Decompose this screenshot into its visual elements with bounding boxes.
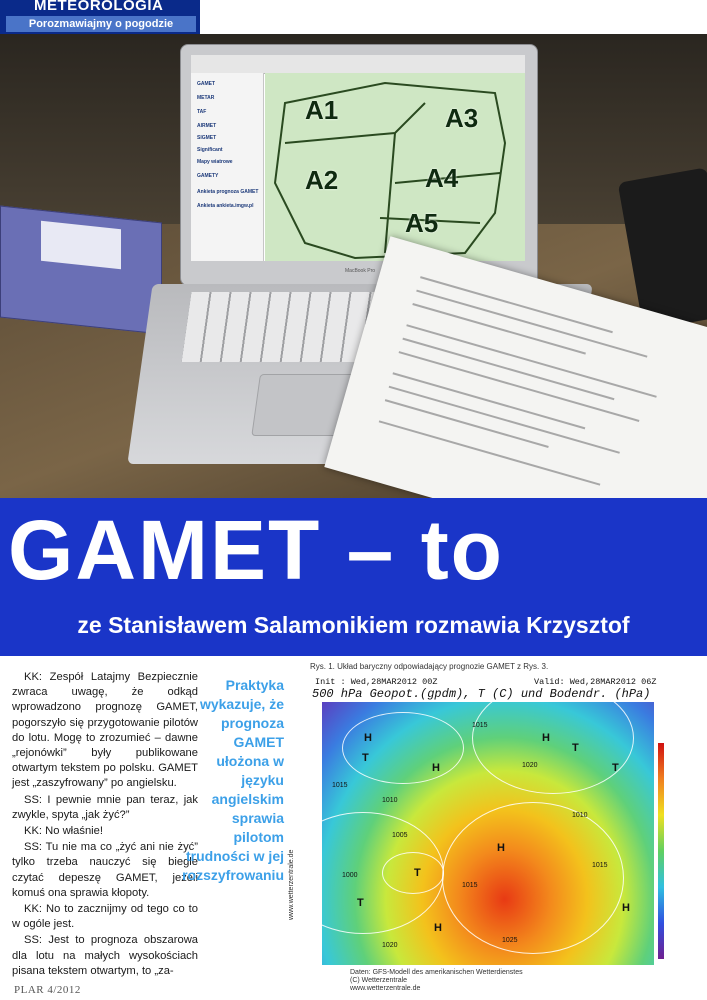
interview-paragraph — [12, 933, 198, 979]
isobar-value: 1005 — [392, 832, 408, 839]
screen-menu-item: Ankieta prognoza GAMET — [197, 189, 259, 195]
section-subtitle: Porozmawiajmy o pogodzie — [6, 16, 196, 32]
screen-menu-item: Mapy wiatrowe — [197, 159, 233, 165]
speaker: KK: — [24, 903, 43, 916]
pressure-label: T — [414, 867, 421, 879]
pressure-label: H — [432, 762, 440, 774]
weather-map-figure — [298, 675, 670, 993]
isobar — [342, 712, 464, 784]
speaker: SS: — [24, 793, 43, 806]
paragraph-text: No właśnie! — [45, 825, 103, 838]
pull-quote: Praktyka wykazuje, że prognoza GAMET ułożona w języku angielskim sprawia pilotom trudności w jej rozszyfrowaniu — [182, 677, 284, 883]
isobar-value: 1020 — [382, 942, 398, 949]
temperature-color-scale — [658, 743, 664, 959]
isobar — [382, 852, 444, 894]
figure-source-line: Daten: GFS-Modell des amerikanischen Wetterdienstes — [350, 969, 523, 976]
screen-menu-item: Ankieta ankieta.imgw.pl — [197, 203, 254, 209]
isobar-value: 1010 — [382, 797, 398, 804]
zone-label: A1 — [305, 95, 339, 125]
zone-label: A5 — [405, 208, 439, 238]
laptop-lid — [180, 44, 538, 286]
issue-footer: PLAR 4/2012 — [14, 984, 81, 996]
pressure-label: H — [434, 922, 442, 934]
interview-paragraph — [12, 902, 198, 932]
speaker: SS: — [24, 934, 43, 947]
screen-sidebar — [191, 73, 264, 261]
interview-paragraph — [12, 840, 198, 901]
article-headline: GAMET – to — [8, 503, 504, 597]
zone-label: A4 — [425, 163, 459, 193]
interview-paragraph — [12, 793, 198, 823]
speaker: SS: — [24, 841, 43, 854]
zone-label: A2 — [305, 165, 339, 195]
pressure-label: T — [572, 742, 579, 754]
pressure-label: T — [357, 897, 364, 909]
figure-init-time: Init : Wed,28MAR2012 00Z — [315, 677, 438, 687]
laptop-screen — [191, 55, 525, 261]
book-cover — [41, 221, 121, 269]
screen-menu-item: Significant — [197, 147, 223, 153]
figure-title: 500 hPa Geopot.(gpdm), T (C) und Bodendr. (hPa) — [312, 687, 651, 701]
pressure-label: H — [542, 732, 550, 744]
weather-map — [322, 702, 654, 965]
pressure-label: H — [364, 732, 372, 744]
screen-menu-item: METAR — [197, 95, 215, 101]
pressure-label: H — [622, 902, 630, 914]
article-photo — [0, 34, 707, 498]
figure-caption: Rys. 1. Układ baryczny odpowiadający prognozie GAMET z Rys. 3. — [310, 662, 549, 671]
isobar — [472, 702, 634, 794]
screen-map — [265, 73, 525, 261]
screen-menu-item: AIRMET — [197, 123, 217, 129]
paragraph-text: No to zacznijmy od tego co to w ogóle jest. — [12, 903, 198, 931]
figure-side-credit: www.wetterzentrale.de — [288, 849, 295, 920]
isobar-value: 1015 — [592, 862, 608, 869]
isobar-value: 1015 — [472, 722, 488, 729]
laptop-label: MacBook Pro — [345, 268, 376, 274]
zone-borders — [265, 73, 525, 261]
isobar-value: 1010 — [572, 812, 588, 819]
isobar-value: 1025 — [502, 937, 518, 944]
photo-book — [0, 205, 162, 334]
screen-menu-item: GAMETY — [197, 173, 219, 179]
screen-menu-item: TAF — [197, 109, 207, 115]
interview-paragraph — [12, 670, 198, 792]
figure-source-line: (C) Wetterzentrale — [350, 977, 408, 984]
isobar-value: 1020 — [522, 762, 538, 769]
isobar — [442, 802, 624, 954]
section-tag — [0, 0, 200, 34]
interview-paragraph — [12, 824, 198, 839]
paragraph-text: Tu nie ma co „żyć ani nie żyć” tylko trzeba nauczyć się biegle czytać depeszę GAMET, jeżeli komuś ona sprawia kłopoty. — [12, 841, 198, 899]
figure-valid-time: Valid: Wed,28MAR2012 06Z — [534, 677, 657, 687]
speaker: KK: — [24, 825, 43, 838]
screen-menu-item: SIGMET — [197, 135, 217, 141]
isobar-value: 1000 — [342, 872, 358, 879]
article-subtitle: ze Stanisławem Salamonikiem rozmawia Krzysztof — [77, 612, 630, 638]
figure-source-line: www.wetterzentrale.de — [350, 985, 421, 992]
zone-label: A3 — [445, 103, 479, 133]
isobar-value: 1015 — [462, 882, 478, 889]
paragraph-text: Jest to prognoza obszarowa dla lotu na małych wysokościach pisana tekstem otwartym, to „za- — [12, 934, 198, 977]
pressure-label: T — [612, 762, 619, 774]
browser-toolbar — [191, 55, 525, 74]
speaker: KK: — [24, 671, 43, 683]
pressure-label: H — [497, 842, 505, 854]
pressure-label: T — [362, 752, 369, 764]
section-title: METEOROLOGIA — [34, 0, 164, 14]
screen-menu-item: GAMET — [197, 81, 216, 87]
paragraph-text: I pewnie mnie pan teraz, jak zwykle, spyta „jak żyć?” — [12, 793, 198, 821]
isobar-value: 1015 — [332, 782, 348, 789]
interview-column — [12, 670, 198, 980]
paragraph-text: Zespół Latajmy Bezpiecznie zwraca uwagę, że odkąd wprowadzono prognozę GAMET, pogorszyło się przygotowanie pilotów do lotu. Mogę to zrozumieć – dawne „rejonówki” były publikowane otwartym tekstem po polsku. GAMET jest „zaszyfrowany” po angielsku. — [12, 671, 198, 790]
